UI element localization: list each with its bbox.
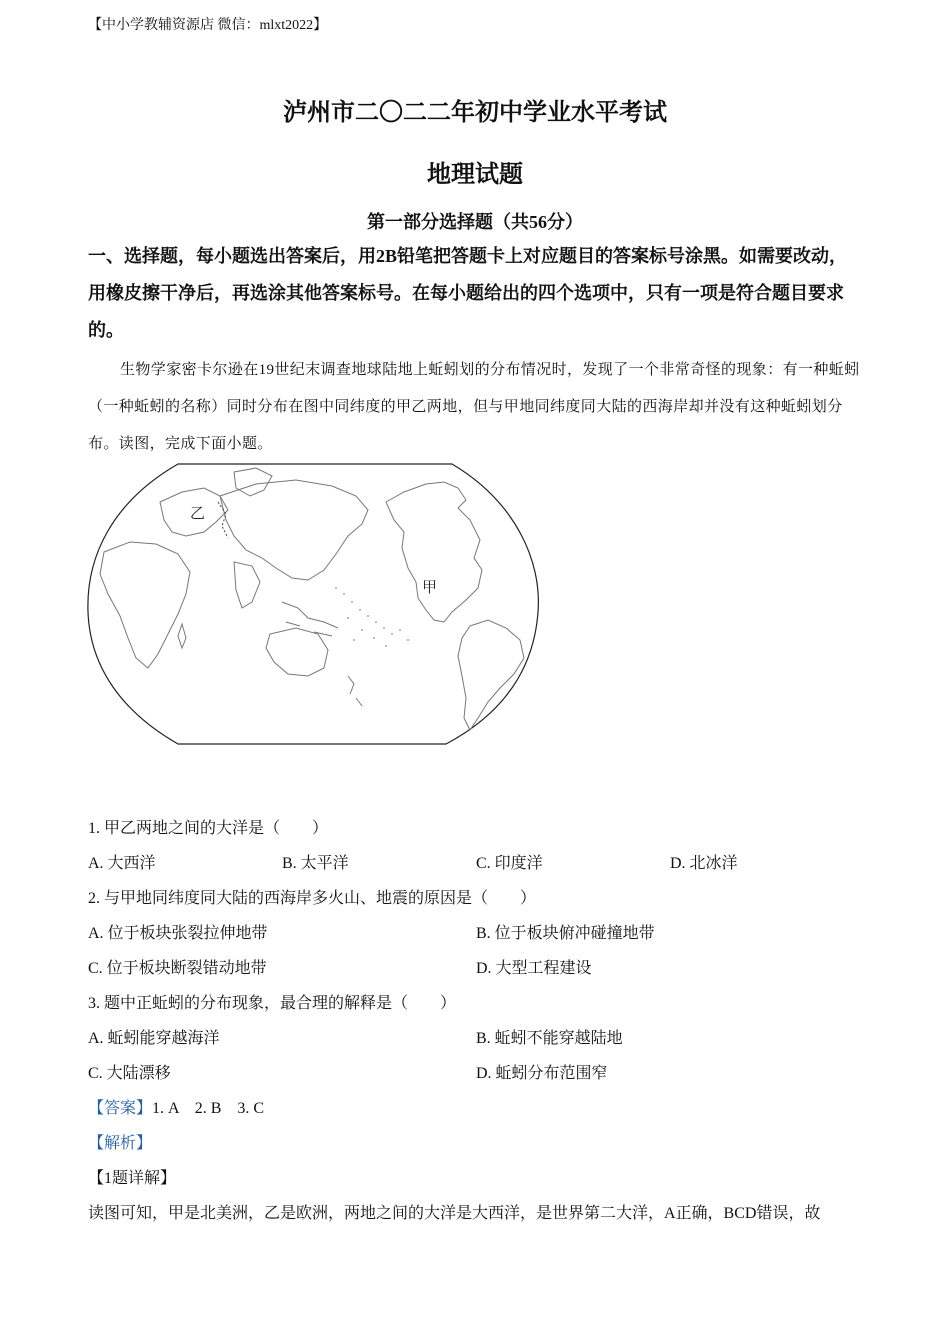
question-1-option-a[interactable]: A. 大西洋 [88,855,156,872]
question-1-option-d[interactable]: D. 北冰洋 [670,855,738,872]
australia-outline [266,628,328,676]
question-1-option-b[interactable]: B. 太平洋 [282,855,349,872]
question-3-stem: 3. 题中正蚯蚓的分布现象，最合理的解释是（ ） [88,995,457,1012]
detail-text: 读图可知，甲是北美洲，乙是欧洲，两地之间的大洋是大西洋，是世界第二大洋，A正确，BCD错误，故 [88,1205,821,1222]
north-america-outline [386,482,482,622]
question-1-stem: 1. 甲乙两地之间的大洋是（ ） [88,820,329,837]
new-zealand-outline [348,676,362,706]
greenland-outline [234,468,272,496]
answer-label: 【答案】 [88,1100,153,1117]
question-2-option-b[interactable]: B. 位于板块俯冲碰撞地带 [476,925,655,942]
africa-outline [100,542,190,668]
question-3-option-c[interactable]: C. 大陆漂移 [88,1065,171,1082]
map-frame [88,464,539,744]
answer-text: 1. A 2. B 3. C [152,1100,265,1117]
answer-line [88,1095,264,1118]
question-1-option-c[interactable]: C. 印度洋 [476,855,543,872]
instruction-text: 一、选择题，每小题选出答案后，用2B铅笔把答题卡上对应题目的答案标号涂黑。如需要改动，用橡皮擦干净后，再选涂其他答案标号。在每小题给出的四个选项中，只有一项是符合题目要求的。 [88,246,848,340]
map-label-jia: 甲 [422,580,438,596]
part-title: 第一部分选择题（共56分） [367,212,583,232]
question-2-option-d[interactable]: D. 大型工程建设 [476,960,592,977]
pacific-islands [335,587,409,647]
intro-paragraph [88,352,864,463]
intro-text: 生物学家密卡尔逊在19世纪末调查地球陆地上蚯蚓划的分布情况时，发现了一个非常奇怪的现象：有一种蚯蚓（一种蚯蚓的名称）同时分布在图中同纬度的甲乙两地，但与甲地同纬度同大陆的西海岸却并没有这种蚯蚓划分布。读图，完成下面小题。 [88,362,860,452]
detail-label: 【1题详解】 [88,1170,177,1187]
asia-outline [220,480,368,580]
question-2-stem: 2. 与甲地同纬度同大陆的西海岸多火山、地震的原因是（ ） [88,890,537,907]
southeast-asia-islands [282,602,338,636]
question-3-option-a[interactable]: A. 蚯蚓能穿越海洋 [88,1030,220,1047]
exam-title: 泸州市二〇二二年初中学业水平考试 [283,100,667,126]
south-america-outline [458,620,524,730]
watermark: 【中小学教辅资源店 微信：mlxt2022】 [88,18,328,33]
question-3-option-b[interactable]: B. 蚯蚓不能穿越陆地 [476,1030,623,1047]
question-2-option-c[interactable]: C. 位于板块断裂错动地带 [88,960,267,977]
map-label-yi: 乙 [190,506,206,522]
india-outline [234,562,260,608]
analysis-label: 【解析】 [88,1135,153,1152]
question-2-option-a[interactable]: A. 位于板块张裂拉伸地带 [88,925,268,942]
madagascar-outline [178,624,186,648]
world-map [86,462,542,746]
question-3-option-d[interactable]: D. 蚯蚓分布范围窄 [476,1065,608,1082]
subject-title: 地理试题 [427,162,523,188]
